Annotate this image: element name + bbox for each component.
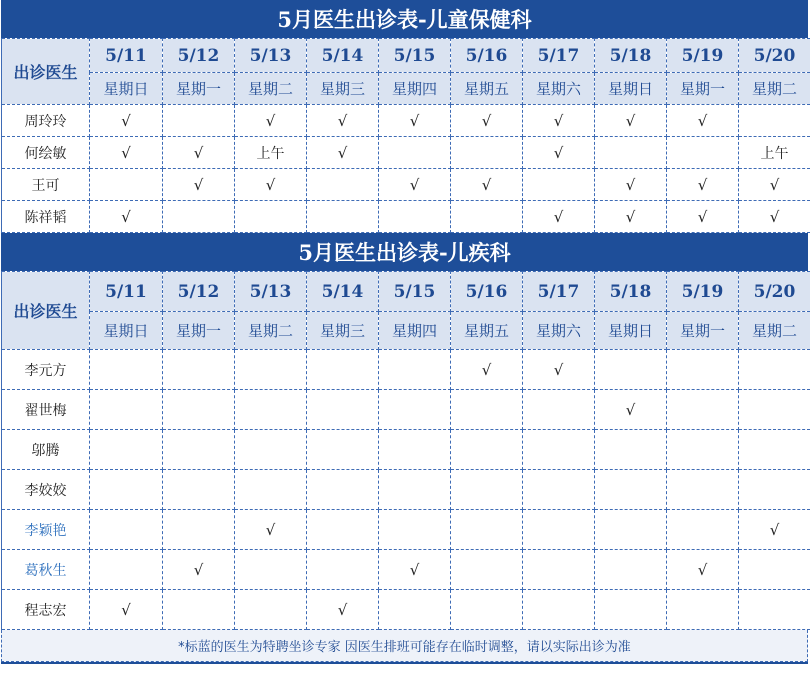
- doctor-name: 周玲玲: [2, 105, 90, 137]
- schedule-cell: [739, 590, 810, 630]
- schedule-cell: [163, 105, 235, 137]
- doctor-row: [2, 169, 810, 201]
- on-duty-check: √: [523, 137, 595, 169]
- schedule-cell: [235, 390, 307, 430]
- schedule-cell: [379, 201, 451, 233]
- schedule-cell: [163, 350, 235, 390]
- doctor-name: 何绘敏: [2, 137, 90, 169]
- date-header: 5/17: [523, 39, 595, 73]
- on-duty-check: √: [379, 169, 451, 201]
- schedule-cell: [235, 350, 307, 390]
- schedule-cell: [235, 550, 307, 590]
- doctor-name: 程志宏: [2, 590, 90, 630]
- on-duty-check: √: [379, 105, 451, 137]
- schedule-cell: [667, 390, 739, 430]
- schedule-cell: [307, 470, 379, 510]
- schedule-cell: [667, 350, 739, 390]
- schedule-cell: [523, 590, 595, 630]
- weekday-header: 星期三: [307, 73, 379, 105]
- schedule-cell: [595, 550, 667, 590]
- schedule-cell: [667, 470, 739, 510]
- weekday-header: 星期日: [595, 312, 667, 350]
- schedule-cell: [451, 510, 523, 550]
- schedule-cell: [667, 137, 739, 169]
- schedule-cell: [90, 390, 163, 430]
- on-duty-check: √: [90, 137, 163, 169]
- schedule-cell: [163, 430, 235, 470]
- schedule-cell: [307, 390, 379, 430]
- date-header: 5/12: [163, 39, 235, 73]
- schedule-cell: [523, 390, 595, 430]
- on-duty-check: √: [235, 510, 307, 550]
- date-header: 5/15: [379, 39, 451, 73]
- schedule-cell: [523, 169, 595, 201]
- on-duty-check: √: [163, 137, 235, 169]
- date-header: 5/16: [451, 39, 523, 73]
- weekday-header: 星期日: [90, 73, 163, 105]
- doctor-name: 李元方: [2, 350, 90, 390]
- schedule-cell: [235, 590, 307, 630]
- doctor-row: [2, 550, 810, 590]
- date-header: 5/11: [90, 39, 163, 73]
- on-duty-check: √: [667, 201, 739, 233]
- bottom-divider: [1, 662, 808, 664]
- schedule-cell: [739, 105, 810, 137]
- schedule-cell: [307, 550, 379, 590]
- doctor-column-header: 出诊医生: [2, 272, 90, 350]
- on-duty-check: √: [451, 169, 523, 201]
- doctor-row: [2, 430, 810, 470]
- on-duty-check: √: [523, 350, 595, 390]
- schedule-cell: [451, 550, 523, 590]
- weekday-header: 星期日: [595, 73, 667, 105]
- on-duty-check: √: [739, 201, 810, 233]
- schedule-cell: [595, 350, 667, 390]
- date-header: 5/13: [235, 39, 307, 73]
- on-duty-check: √: [739, 169, 810, 201]
- schedule-cell: [163, 590, 235, 630]
- date-header: 5/15: [379, 272, 451, 312]
- weekday-header: 星期二: [235, 73, 307, 105]
- schedule-cell: [307, 430, 379, 470]
- doctor-name: 葛秋生: [2, 550, 90, 590]
- on-duty-check: √: [90, 105, 163, 137]
- table1: [1, 38, 810, 233]
- weekday-header: 星期四: [379, 312, 451, 350]
- doctor-name: 李颖艳: [2, 510, 90, 550]
- schedule-container: [1, 0, 808, 664]
- weekday-header: 星期二: [739, 73, 810, 105]
- schedule-cell: [163, 201, 235, 233]
- on-duty-check: √: [163, 550, 235, 590]
- date-header: 5/18: [595, 39, 667, 73]
- doctor-row: [2, 350, 810, 390]
- schedule-cell: [307, 169, 379, 201]
- date-header: 5/20: [739, 272, 810, 312]
- on-duty-check: √: [523, 105, 595, 137]
- on-duty-check: √: [307, 590, 379, 630]
- on-duty-check: √: [451, 105, 523, 137]
- doctor-name: 李姣姣: [2, 470, 90, 510]
- schedule-cell: [307, 510, 379, 550]
- schedule-cell: [163, 390, 235, 430]
- schedule-cell: [451, 390, 523, 430]
- date-header: 5/20: [739, 39, 810, 73]
- weekday-header: 星期日: [90, 312, 163, 350]
- weekday-header: 星期四: [379, 73, 451, 105]
- weekday-header: 星期六: [523, 73, 595, 105]
- schedule-cell: [379, 390, 451, 430]
- schedule-cell: [739, 430, 810, 470]
- schedule-cell: [90, 550, 163, 590]
- schedule-cell: [595, 590, 667, 630]
- schedule-cell: [163, 470, 235, 510]
- doctor-row: [2, 590, 810, 630]
- doctor-row: [2, 137, 810, 169]
- schedule-cell: [451, 430, 523, 470]
- schedule-cell: [667, 590, 739, 630]
- doctor-row: [2, 105, 810, 137]
- schedule-cell: [739, 390, 810, 430]
- schedule-cell: [595, 137, 667, 169]
- doctor-row: [2, 201, 810, 233]
- schedule-cell: [451, 470, 523, 510]
- on-duty-check: √: [667, 550, 739, 590]
- on-duty-partial: 上午: [235, 137, 307, 169]
- weekday-header: 星期一: [163, 312, 235, 350]
- schedule-cell: [90, 169, 163, 201]
- date-header: 5/16: [451, 272, 523, 312]
- date-header: 5/18: [595, 272, 667, 312]
- date-header: 5/14: [307, 39, 379, 73]
- weekday-header: 星期一: [163, 73, 235, 105]
- on-duty-check: √: [667, 105, 739, 137]
- on-duty-check: √: [595, 105, 667, 137]
- on-duty-check: √: [235, 105, 307, 137]
- schedule-cell: [235, 470, 307, 510]
- weekday-header: 星期一: [667, 73, 739, 105]
- on-duty-check: √: [90, 590, 163, 630]
- schedule-cell: [163, 510, 235, 550]
- schedule-cell: [379, 470, 451, 510]
- weekday-header: 星期五: [451, 312, 523, 350]
- schedule-cell: [235, 201, 307, 233]
- schedule-cell: [235, 430, 307, 470]
- date-header: 5/11: [90, 272, 163, 312]
- schedule-cell: [307, 350, 379, 390]
- weekday-header: 星期一: [667, 312, 739, 350]
- on-duty-check: √: [667, 169, 739, 201]
- schedule-cell: [739, 550, 810, 590]
- schedule-cell: [523, 430, 595, 470]
- on-duty-check: √: [90, 201, 163, 233]
- on-duty-check: √: [595, 169, 667, 201]
- on-duty-check: √: [523, 201, 595, 233]
- schedule-cell: [379, 430, 451, 470]
- on-duty-check: √: [235, 169, 307, 201]
- date-header: 5/19: [667, 272, 739, 312]
- on-duty-check: √: [379, 550, 451, 590]
- schedule-cell: [595, 430, 667, 470]
- doctor-row: [2, 470, 810, 510]
- on-duty-check: √: [163, 169, 235, 201]
- schedule-cell: [667, 430, 739, 470]
- schedule-cell: [379, 510, 451, 550]
- schedule-cell: [307, 201, 379, 233]
- doctor-name: 翟世梅: [2, 390, 90, 430]
- schedule-cell: [523, 510, 595, 550]
- weekday-header: 星期二: [739, 312, 810, 350]
- footer-note: *标蓝的医生为特聘坐诊专家 因医生排班可能存在临时调整，请以实际出诊为准: [1, 630, 808, 662]
- doctor-row: [2, 510, 810, 550]
- schedule-cell: [667, 510, 739, 550]
- date-header: 5/12: [163, 272, 235, 312]
- on-duty-check: √: [739, 510, 810, 550]
- on-duty-partial: 上午: [739, 137, 810, 169]
- schedule-cell: [451, 137, 523, 169]
- schedule-cell: [379, 137, 451, 169]
- doctor-name: 陈祥韬: [2, 201, 90, 233]
- schedule-cell: [595, 510, 667, 550]
- doctor-row: [2, 390, 810, 430]
- schedule-cell: [90, 510, 163, 550]
- table2: [1, 271, 810, 630]
- schedule-cell: [451, 590, 523, 630]
- on-duty-check: √: [451, 350, 523, 390]
- schedule-cell: [90, 430, 163, 470]
- date-header: 5/14: [307, 272, 379, 312]
- on-duty-check: √: [307, 137, 379, 169]
- on-duty-check: √: [307, 105, 379, 137]
- date-header: 5/13: [235, 272, 307, 312]
- schedule-cell: [90, 350, 163, 390]
- on-duty-check: √: [595, 390, 667, 430]
- schedule-cell: [379, 590, 451, 630]
- date-header: 5/17: [523, 272, 595, 312]
- weekday-header: 星期三: [307, 312, 379, 350]
- weekday-header: 星期六: [523, 312, 595, 350]
- schedule-cell: [595, 470, 667, 510]
- schedule-cell: [379, 350, 451, 390]
- doctor-name: 王可: [2, 169, 90, 201]
- date-header: 5/19: [667, 39, 739, 73]
- on-duty-check: √: [595, 201, 667, 233]
- weekday-header: 星期五: [451, 73, 523, 105]
- schedule-cell: [90, 470, 163, 510]
- doctor-column-header: 出诊医生: [2, 39, 90, 105]
- schedule-cell: [523, 470, 595, 510]
- schedule-cell: [451, 201, 523, 233]
- table1-title: 5月医生出诊表-儿童保健科: [1, 0, 808, 38]
- schedule-cell: [739, 470, 810, 510]
- table2-title: 5月医生出诊表-儿疾科: [1, 233, 808, 271]
- doctor-name: 邬腾: [2, 430, 90, 470]
- schedule-cell: [523, 550, 595, 590]
- schedule-cell: [739, 350, 810, 390]
- weekday-header: 星期二: [235, 312, 307, 350]
